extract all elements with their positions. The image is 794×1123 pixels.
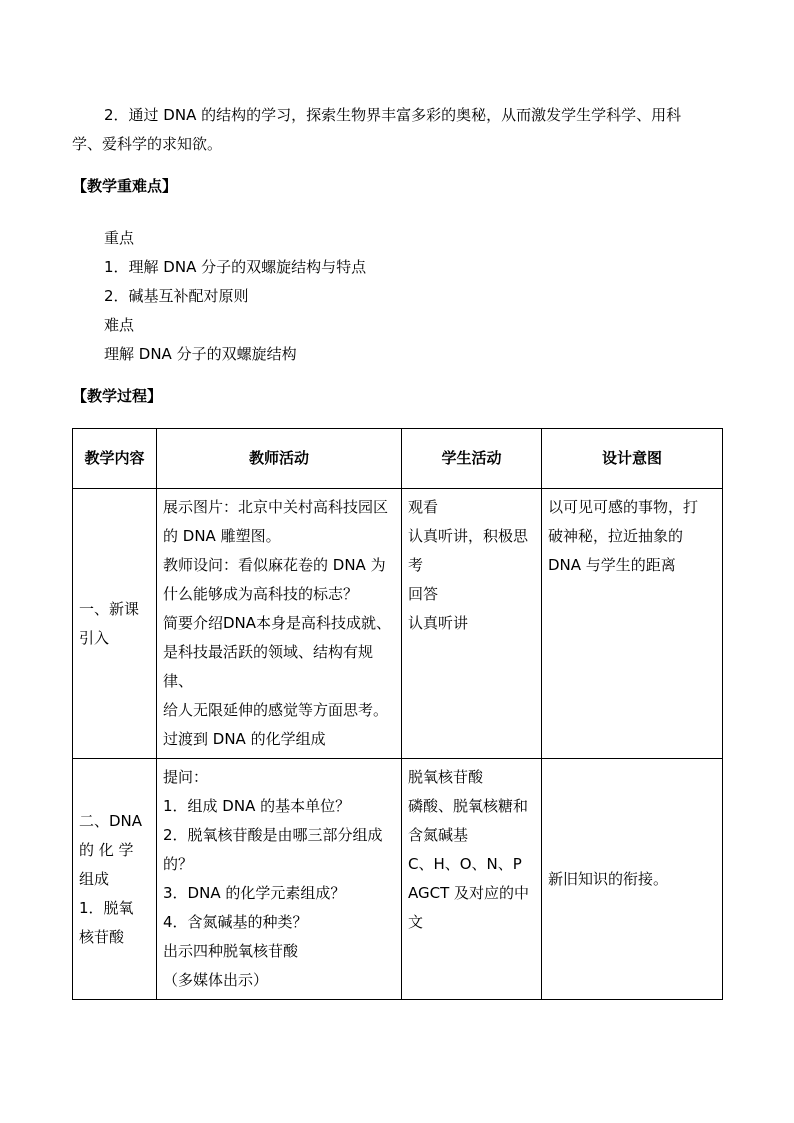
header-teacher-activity: 教师活动 bbox=[157, 429, 402, 489]
cell-line: 一、新课 bbox=[79, 599, 140, 618]
row2-design-intent bbox=[542, 759, 723, 1000]
cell-line: 给人无限延伸的感觉等方面思考。 bbox=[163, 701, 389, 719]
cell-line: 的？ bbox=[163, 855, 194, 873]
header-content: 教学内容 bbox=[73, 429, 157, 489]
cell-line: 1．脱氧 bbox=[79, 898, 134, 917]
objective-2-line-1: 2．通过 DNA 的结构的学习，探索生物界丰富多彩的奥秘，从而激发学生学科学、用科 bbox=[104, 106, 682, 124]
cell-line: 新旧知识的衔接。 bbox=[548, 869, 669, 888]
cell-line: 认真听讲 bbox=[408, 614, 469, 632]
row1-student-activity bbox=[402, 489, 542, 759]
cell-line: 什么能够成为高科技的标志？ bbox=[163, 585, 359, 603]
cell-line: 引入 bbox=[79, 628, 110, 647]
cell-line: AGCT 及对应的中 bbox=[408, 884, 530, 902]
cell-line: 过渡到 DNA 的化学组成 bbox=[163, 730, 326, 748]
difficulty-label: 难点 bbox=[104, 316, 135, 334]
cell-line: 4．含氮碱基的种类？ bbox=[163, 913, 308, 931]
cell-line: 1．组成 DNA 的基本单位？ bbox=[163, 797, 351, 815]
cell-line: 教师设问：看似麻花卷的 DNA 为 bbox=[163, 556, 386, 574]
cell-line: 文 bbox=[408, 913, 424, 931]
cell-line: 以可见可感的事物，打 bbox=[548, 498, 699, 516]
row2-student-activity bbox=[402, 759, 542, 1000]
cell-line: 核苷酸 bbox=[79, 927, 125, 946]
cell-line: 二、DNA bbox=[79, 811, 143, 830]
cell-line: 展示图片：北京中关村高科技园区 bbox=[163, 498, 389, 516]
cell-line: 2．脱氧核苷酸是由哪三部分组成 bbox=[163, 826, 383, 844]
cell-line: C、H、O、N、P bbox=[408, 855, 522, 873]
cell-line: 考 bbox=[408, 556, 424, 574]
cell-line: 简要介绍DNA本身是高科技成就、 bbox=[163, 614, 392, 632]
cell-line: 磷酸、脱氧核糖和 bbox=[408, 797, 529, 815]
table-header-row bbox=[73, 429, 723, 489]
cell-line: 回答 bbox=[408, 585, 439, 603]
cell-line: 的 DNA 雕塑图。 bbox=[163, 527, 281, 545]
cell-line: DNA 与学生的距离 bbox=[548, 556, 676, 574]
cell-line: 3．DNA 的化学元素组成？ bbox=[163, 884, 346, 902]
difficulty-item: 理解 DNA 分子的双螺旋结构 bbox=[104, 345, 297, 363]
cell-line: 含氮碱基 bbox=[408, 826, 469, 844]
header-student-activity: 学生活动 bbox=[402, 429, 542, 489]
process-heading: 【教学过程】 bbox=[72, 387, 163, 405]
focus-item-2: 2．碱基互补配对原则 bbox=[104, 287, 249, 305]
cell-line: 破神秘，拉近抽象的 bbox=[548, 527, 684, 545]
row1-teacher-activity bbox=[157, 489, 402, 759]
cell-line: 的 化 学 bbox=[79, 840, 134, 859]
cell-line: 组成 bbox=[79, 869, 110, 888]
objective-2-line-2: 学、爱科学的求知欲。 bbox=[72, 135, 223, 153]
row1-content bbox=[73, 489, 157, 759]
row2-content bbox=[73, 759, 157, 1000]
cell-line: 出示四种脱氧核苷酸 bbox=[163, 942, 299, 960]
cell-line: 观看 bbox=[408, 498, 439, 516]
cell-line: 提问： bbox=[163, 768, 209, 786]
focus-label: 重点 bbox=[104, 229, 135, 247]
cell-line: 是科技最活跃的领域、结构有规律、 bbox=[163, 643, 374, 690]
focus-item-1: 1．理解 DNA 分子的双螺旋结构与特点 bbox=[104, 258, 367, 276]
cell-line: （多媒体出示） bbox=[163, 971, 269, 989]
key-points-heading: 【教学重难点】 bbox=[72, 177, 178, 195]
cell-line: 脱氧核苷酸 bbox=[408, 768, 484, 786]
table-row bbox=[73, 489, 723, 759]
header-design-intent: 设计意图 bbox=[542, 429, 723, 489]
table-row bbox=[73, 759, 723, 1000]
row1-design-intent bbox=[542, 489, 723, 759]
row2-teacher-activity bbox=[157, 759, 402, 1000]
cell-line: 认真听讲，积极思 bbox=[408, 527, 529, 545]
teaching-process-table bbox=[72, 428, 723, 1000]
